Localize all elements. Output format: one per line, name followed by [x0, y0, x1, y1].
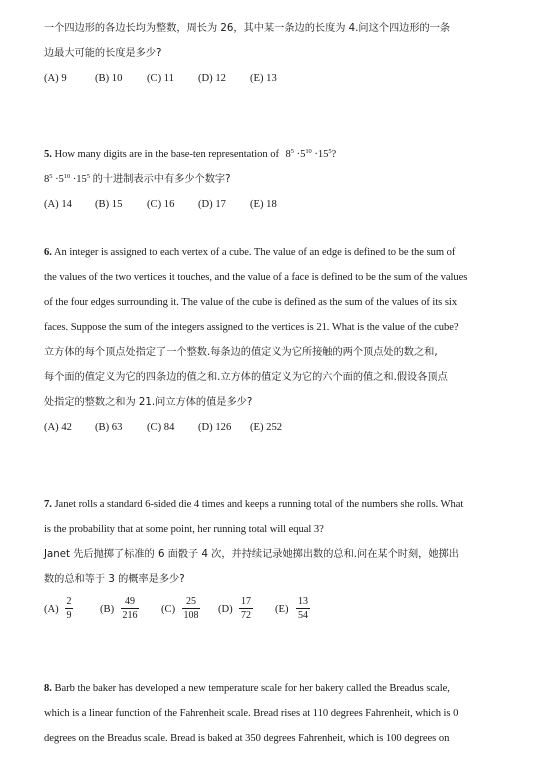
question-text-zh: 每个面的值定义为它的四条边的值之和.立方体的值定义为它的六个面的值之和.假设各顶点	[44, 372, 448, 383]
question-number: 5.	[44, 149, 52, 160]
question-number: 8.	[44, 683, 52, 694]
question-text-en: the values of the two vertices it touches, and the value of a face is defined to be the sum of the values	[44, 272, 468, 283]
question-number: 7.	[44, 499, 52, 510]
question-text-en: which is a linear function of the Fahrenheit scale. Bread rises at 110 degrees Fahrenheit, which is 0	[44, 708, 459, 719]
choice-e: (E) 13	[250, 73, 277, 84]
choice-e: (E) 252	[250, 422, 283, 433]
choice-c: (C) 84	[147, 422, 175, 433]
question-stem: How many digits are in the base-ten representation of	[54, 149, 279, 160]
fraction: $\frac{49}{216}$	[122, 596, 138, 621]
question-number: 6.	[44, 247, 52, 258]
question-text-zh: 一个四边形的各边长均为整数，周长为 26，其中某一条边的长度为 4.问这个四边形的一条	[44, 23, 451, 34]
choice-a: (A) 42	[44, 422, 72, 433]
choice-b: (B) 10	[95, 73, 123, 84]
question-text-zh: 边最大可能的长度是多少?	[44, 48, 162, 59]
choice-c: (C) 11	[147, 73, 174, 84]
question-text-en: degrees on the Breadus scale. Bread is baked at 350 degrees Fahrenheit, which is 100 degrees on	[44, 733, 450, 744]
question-text-en: 7. Janet rolls a standard 6-sided die 4 times and keeps a running total of the numbers she rolls. What	[44, 499, 464, 510]
math-expression: $8^5 \cdot 5^{10} \cdot 15^5$	[285, 148, 332, 160]
choice-b: (B) 15	[95, 199, 123, 210]
fraction: $\frac{13}{54}$	[298, 596, 308, 621]
choice-d: (D) 12	[198, 73, 226, 84]
choice-a: (A) 14	[44, 199, 72, 210]
choice-e: (E) 18	[250, 199, 277, 210]
question-text-en: 6. An integer is assigned to each vertex of a cube. The value of an edge is defined to be the sum of	[44, 247, 456, 258]
question-text-zh: 处指定的整数之和为 21.问立方体的值是多少?	[44, 397, 253, 408]
choice-c: (C) 16	[147, 199, 175, 210]
fraction: $\frac{2}{9}$	[66, 596, 72, 621]
question-text-zh: 立方体的每个顶点处指定了一个整数.每条边的值定义为它所接触的两个顶点处的数之和,	[44, 347, 438, 358]
fraction: $\frac{25}{108}$	[183, 596, 199, 621]
question-text-en: faces. Suppose the sum of the integers assigned to the vertices is 21. What is the value of the cube?	[44, 322, 459, 333]
choice-d: (D) 126	[198, 422, 232, 433]
answer-choices: (A) $\frac{2}{9}$ (B) $\frac{49}{216}$ (C) $\frac{25}{108}$ (D) $\frac{17}{72}$ (E) $\frac{13}{54}$	[44, 596, 308, 621]
question-text-zh: $8^5 \cdot 5^{10} \cdot 15^5$ 的十进制表示中有多少个数字?	[44, 173, 231, 185]
fraction: $\frac{17}{72}$	[241, 596, 251, 621]
question-text-en: 5. How many digits are in the base-ten representation of $8^5 \cdot 5^{10} \cdot 15^5$?	[44, 148, 337, 160]
question-text-en: is the probability that at some point, her running total will equal 3?	[44, 524, 324, 535]
choice-d: (D) 17	[198, 199, 226, 210]
question-text-en: 8. Barb the baker has developed a new temperature scale for her bakery called the Breadus scale,	[44, 683, 450, 694]
question-text-zh: Janet 先后抛掷了标准的 6 面骰子 4 次，并持续记录她掷出数的总和.问在某个时刻，她掷出	[44, 549, 459, 560]
math-expression: $8^5 \cdot 5^{10} \cdot 15^5$	[44, 173, 90, 185]
choice-b: (B) 63	[95, 422, 123, 433]
question-text-zh: 数的总和等于 3 的概率是多少?	[44, 574, 185, 585]
question-text-en: of the four edges surrounding it. The value of the cube is defined as the sum of the values of its six	[44, 297, 458, 308]
choice-a: (A) 9	[44, 73, 67, 84]
